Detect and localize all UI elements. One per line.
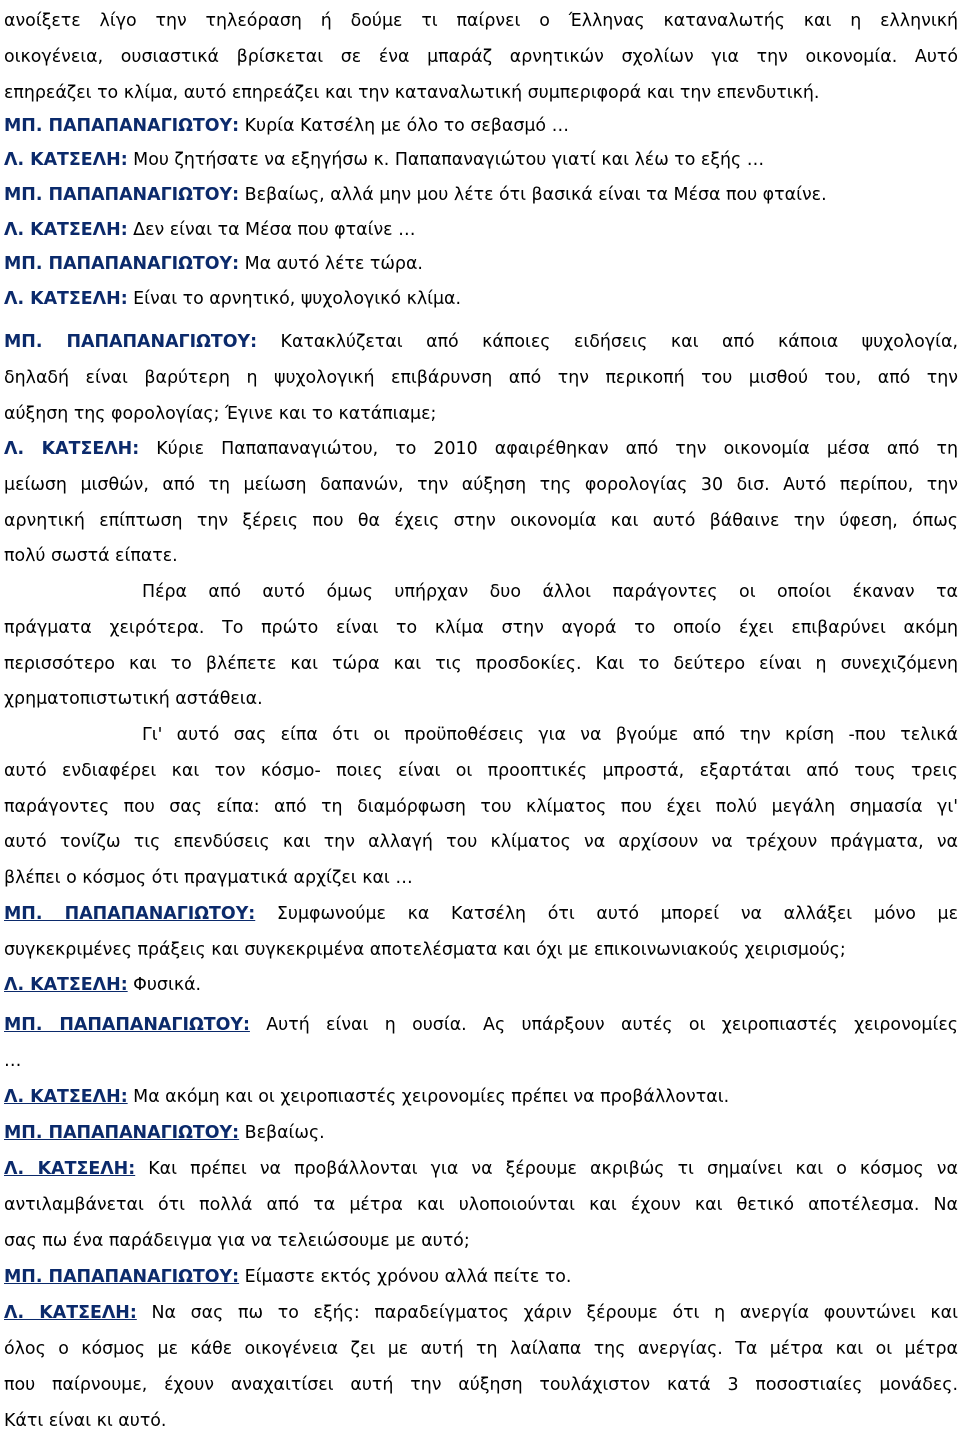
line-text: Είναι το αρνητικό, ψυχολογικό κλίμα. bbox=[127, 289, 462, 309]
speaker-name: ΜΠ. ΠΑΠΑΠΑΝΑΓΙΩΤΟΥ: bbox=[4, 1123, 240, 1143]
speaker-name: Λ. ΚΑΤΣΕΛΗ: bbox=[4, 1303, 137, 1323]
text-line bbox=[4, 684, 958, 714]
speaker-name: ΜΠ. ΠΑΠΑΠΑΝΑΓΙΩΤΟΥ: bbox=[4, 1267, 240, 1287]
line-text: οικογένεια, ουσιαστικά βρίσκεται σε ένα μπαράζ αρνητικών σχολίων για την οικονομία. Αυτό bbox=[4, 47, 958, 67]
speaker-name: ΜΠ. ΠΑΠΑΠΑΝΑΓΙΩΤΟΥ: bbox=[4, 332, 258, 352]
speaker-line bbox=[4, 215, 958, 245]
line-text: πολύ σωστά είπατε. bbox=[4, 546, 178, 566]
text-line bbox=[4, 756, 958, 786]
speaker-line bbox=[4, 145, 958, 175]
line-text: σας πω ένα παράδειγμα για να τελειώσουμε με αυτό; bbox=[4, 1231, 470, 1251]
speaker-name: Λ. ΚΑΤΣΕΛΗ: bbox=[4, 150, 128, 170]
line-text: Και πρέπει να προβάλλονται για να ξέρουμε ακριβώς τι σημαίνει και ο κόσμος να bbox=[135, 1159, 958, 1179]
line-text: Να σας πω το εξής: παραδείγματος χάριν ξέρουμε ότι η ανεργία φουντώνει και bbox=[136, 1303, 958, 1323]
line-text: συγκεκριμένες πράξεις και συγκεκριμένα αποτελέσματα και όχι με επικοινωνιακούς χειρισμούς; bbox=[4, 940, 846, 960]
speaker-name: Λ. ΚΑΤΣΕΛΗ: bbox=[4, 1159, 136, 1179]
speaker-name: Λ. ΚΑΤΣΕΛΗ: bbox=[4, 1087, 128, 1107]
line-text: όλος ο κόσμος με κάθε οικογένεια ζει με αυτή τη λαίλαπα της ανεργίας. Τα μέτρα και οι μέτρα bbox=[4, 1339, 958, 1359]
line-text: ανοίξετε λίγο την τηλεόραση ή δούμε τι παίρνει ο Έλληνας καταναλωτής και η ελληνική bbox=[4, 11, 958, 31]
text-line bbox=[4, 78, 958, 108]
line-text: Πέρα από αυτό όμως υπήρχαν δυο άλλοι παράγοντες οι οποίοι έκαναν τα bbox=[142, 582, 958, 602]
text-line bbox=[4, 649, 958, 679]
line-text: Αυτή είναι η ουσία. Ας υπάρξουν αυτές οι χειροπιαστές χειρονομίες bbox=[249, 1015, 958, 1035]
speaker-name: Λ. ΚΑΤΣΕΛΗ: bbox=[4, 220, 128, 240]
speaker-line bbox=[4, 1010, 958, 1040]
text-line bbox=[4, 541, 958, 571]
speaker-name: ΜΠ. ΠΑΠΑΠΑΝΑΓΙΩΤΟΥ: bbox=[4, 185, 240, 205]
line-text: Κάτι είναι κι αυτό. bbox=[4, 1411, 167, 1431]
line-text: Φυσικά. bbox=[127, 975, 202, 995]
speaker-name: Λ. ΚΑΤΣΕΛΗ: bbox=[4, 975, 128, 995]
line-text: περισσότερο και το βλέπετε και τώρα και τις προσδοκίες. Και το δεύτερο είναι η συνεχιζόμενη bbox=[4, 654, 958, 674]
line-text: χρηματοπιστωτική αστάθεια. bbox=[4, 689, 263, 709]
line-text: Κυρία Κατσέλη με όλο το σεβασμό … bbox=[239, 116, 569, 136]
line-text: Κύριε Παπαπαναγιώτου, το 2010 αφαιρέθηκαν από την οικονομία μέσα από τη bbox=[139, 439, 958, 459]
text-line bbox=[4, 792, 958, 822]
speaker-name: ΜΠ. ΠΑΠΑΠΑΝΑΓΙΩΤΟΥ: bbox=[4, 116, 240, 136]
speaker-name: ΜΠ. ΠΑΠΑΠΑΝΑΓΙΩΤΟΥ: bbox=[4, 254, 240, 274]
line-text: Δεν είναι τα Μέσα που φταίνε … bbox=[127, 220, 416, 240]
text-line bbox=[4, 935, 958, 965]
text-line bbox=[4, 1190, 958, 1220]
speaker-line bbox=[4, 1154, 958, 1184]
text-line bbox=[4, 827, 958, 857]
line-text: αύξηση της φορολογίας; Έγινε και το κατάπιαμε; bbox=[4, 404, 437, 424]
line-text: αρνητική επίπτωση την ξέρεις που θα έχεις στην οικονομία και αυτό βάθαινε την ύφεση, όπως bbox=[4, 511, 958, 531]
text-line bbox=[4, 6, 958, 36]
text-line bbox=[4, 863, 958, 893]
text-line bbox=[4, 506, 958, 536]
line-text: Γι' αυτό σας είπα ότι οι προϋποθέσεις για να βγούμε από την κρίση -που τελικά bbox=[142, 725, 958, 745]
text-line bbox=[4, 720, 958, 750]
text-line bbox=[4, 613, 958, 643]
speaker-line bbox=[4, 249, 958, 279]
line-text: Μα αυτό λέτε τώρα. bbox=[239, 254, 423, 274]
text-line bbox=[4, 1226, 958, 1256]
line-text: Μου ζητήσατε να εξηγήσω κ. Παπαπαναγιώτου γιατί και λέω το εξής … bbox=[127, 150, 765, 170]
text-line bbox=[4, 1370, 958, 1400]
line-text: πράγματα χειρότερα. Το πρώτο είναι το κλίμα στην αγορά το οποίο έχει επιβαρύνει ακόμη bbox=[4, 618, 958, 638]
text-line bbox=[4, 470, 958, 500]
speaker-line bbox=[4, 899, 958, 929]
speaker-line bbox=[4, 1262, 958, 1292]
speaker-line bbox=[4, 1298, 958, 1328]
line-text: Συμφωνούμε κα Κατσέλη ότι αυτό μπορεί να αλλάξει μόνο με bbox=[255, 904, 959, 924]
line-text: … bbox=[4, 1051, 22, 1071]
speaker-line bbox=[4, 970, 958, 1000]
line-text: Κατακλύζεται από κάποιες ειδήσεις και από κάποια ψυχολογία, bbox=[257, 332, 958, 352]
line-text: βλέπει ο κόσμος ότι πραγματικά αρχίζει και … bbox=[4, 868, 413, 888]
text-line bbox=[4, 1046, 958, 1076]
line-text: Βεβαίως, αλλά μην μου λέτε ότι βασικά είναι τα Μέσα που φταίνε. bbox=[239, 185, 827, 205]
line-text: παράγοντες που σας είπα: από τη διαμόρφωση του κλίματος που έχει πολύ μεγάλη σημασία γι' bbox=[4, 797, 958, 817]
line-text: Είμαστε εκτός χρόνου αλλά πείτε το. bbox=[239, 1267, 572, 1287]
text-line bbox=[4, 42, 958, 72]
line-text: δηλαδή είναι βαρύτερη η ψυχολογική επιβάρυνση από την περικοπή του μισθού του, από την bbox=[4, 368, 958, 388]
line-text: Βεβαίως. bbox=[239, 1123, 325, 1143]
text-line bbox=[4, 577, 958, 607]
speaker-line bbox=[4, 111, 958, 141]
line-text: αυτό ενδιαφέρει και τον κόσμο- ποιες είναι οι προοπτικές μπροστά, εξαρτάται από τους τρεις bbox=[4, 761, 958, 781]
speaker-line bbox=[4, 1082, 958, 1112]
text-line bbox=[4, 363, 958, 393]
speaker-line bbox=[4, 434, 958, 464]
line-text: επηρεάζει το κλίμα, αυτό επηρεάζει και την καταναλωτική συμπεριφορά και την επενδυτική. bbox=[4, 83, 820, 103]
line-text: αυτό τονίζω τις επενδύσεις και την αλλαγή του κλίματος να αρχίσουν να τρέχουν πράγματα, να bbox=[4, 832, 958, 852]
speaker-line bbox=[4, 284, 958, 314]
speaker-name: ΜΠ. ΠΑΠΑΠΑΝΑΓΙΩΤΟΥ: bbox=[4, 1015, 250, 1035]
line-text: αντιλαμβάνεται ότι πολλά από τα μέτρα και υλοποιούνται και έχουν και θετικό αποτέλεσμα. Να bbox=[4, 1195, 958, 1215]
text-line bbox=[4, 1334, 958, 1364]
speaker-name: ΜΠ. ΠΑΠΑΠΑΝΑΓΙΩΤΟΥ: bbox=[4, 904, 256, 924]
line-text: μείωση μισθών, από τη μείωση δαπανών, την αύξηση της φορολογίας 30 δισ. Αυτό περίπου, την bbox=[4, 475, 958, 495]
text-line bbox=[4, 399, 958, 429]
speaker-line bbox=[4, 1118, 958, 1148]
line-text: που παίρνουμε, έχουν αναχαιτίσει αυτή την αύξηση τουλάχιστον κατά 3 ποσοστιαίες μονάδες. bbox=[4, 1375, 958, 1395]
speaker-name: Λ. ΚΑΤΣΕΛΗ: bbox=[4, 289, 128, 309]
speaker-line bbox=[4, 180, 958, 210]
speaker-line bbox=[4, 327, 958, 357]
speaker-name: Λ. ΚΑΤΣΕΛΗ: bbox=[4, 439, 140, 459]
line-text: Μα ακόμη και οι χειροπιαστές χειρονομίες πρέπει να προβάλλονται. bbox=[127, 1087, 730, 1107]
